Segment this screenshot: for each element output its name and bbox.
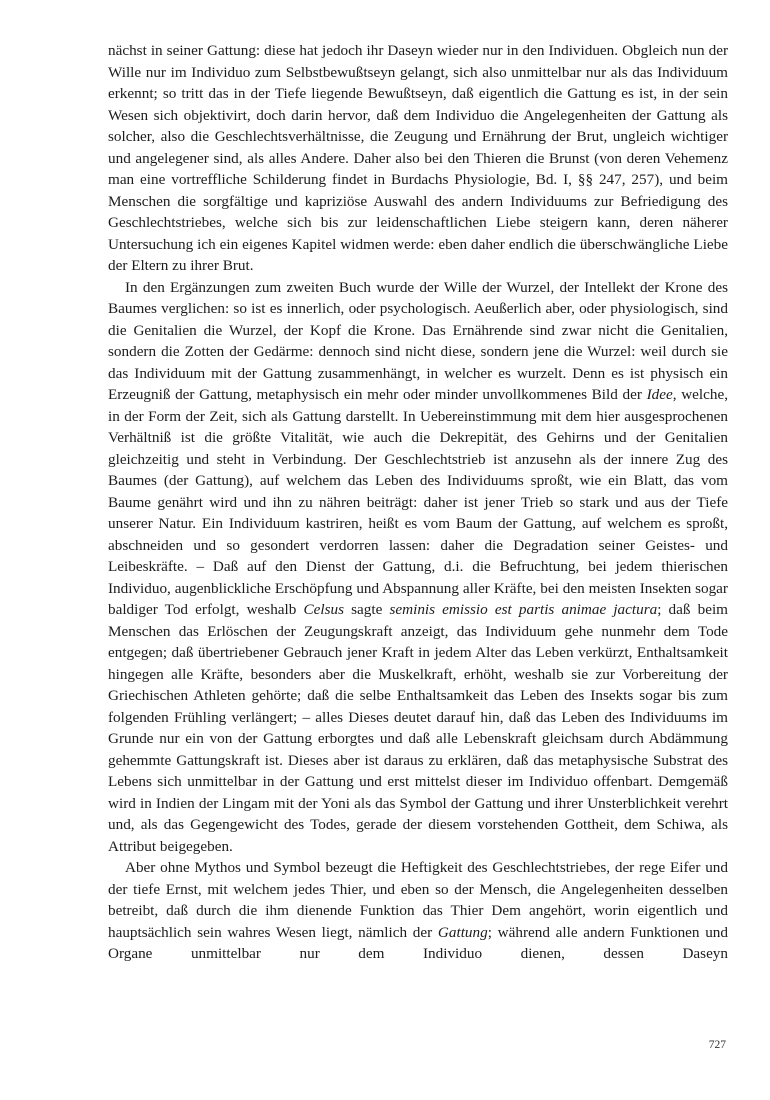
paragraph-2 (108, 277, 728, 858)
paragraph-3 (108, 857, 728, 965)
text-run: In den Ergänzungen zum zweiten Buch wurde der Wille der Wurzel, der Intellekt der Krone des Baumes verglichen: so ist es innerlich, oder psychologisch. Aeußerlich aber, oder physiologisch, sind die Genitalien die Wurzel, der Kopf die Krone. Das Ernährende sind zwar nicht die Genitalien, sondern die Zotten der Gedärme: dennoch sind nicht diese, sondern jene die Wurzel: weil durch sie das Individuum mit der Gattung zusammenhängt, in welcher es wurzelt. Denn es ist physisch ein Erzeugniß der Gattung, metaphysisch ein mehr oder minder unvollkommenes Bild der (108, 278, 728, 403)
text-run: nächst in seiner Gattung: diese hat jedoch ihr Daseyn wieder nur in den Individuen. Obgleich nun der Wille nur im Individuo zum Selbstbewußtseyn gelangt, sich also unmittelbar nur als das Individuum erkennt; so tritt das in der Tiefe liegende Bewußtseyn, daß eigentlich die Gattung es ist, in der sein Wesen sich objektivirt, doch darin hervor, daß dem Individuo die Angelegenheiten der Gattung als solcher, also die Geschlechtsverhältnisse, die Zeugung und Ernährung der Brut, ungleich wichtiger und angelegener sind, als alles Andere. Daher also bei den Thieren die Brunst (von deren Vehemenz man eine vortreffliche Schilderung findet in Burdachs Physiologie, Bd. I, §§ 247, 257), und beim Menschen die sorgfältige und kapriziöse Auswahl des andern Individuums zur Befriedigung des Geschlechtstriebes, welche sich bis zur leidenschaftlichen Liebe steigern kann, deren näherer Untersuchung ich ein eigenes Kapitel widmen werde: eben daher endlich die überschwängliche Liebe der Eltern zu ihrer Brut. (108, 42, 728, 274)
italic-run: Idee (646, 386, 673, 403)
page-number: 727 (708, 1039, 726, 1051)
italic-run: Celsus (303, 601, 344, 618)
text-run: , welche, in der Form der Zeit, sich als Gattung darstellt. In Uebereinstimmung mit dem hier ausgesprochenen Verhältniß ist die größte Vitalität, wie auch die Dekrepität, des Gehirns und der Genitalien gleichzeitig und steht in Verbindung. Der Geschlechtstrieb ist anzusehn als der innere Zug des Baumes (der Gattung), auf welchem das Leben des Individuums sproßt, wie ein Blatt, das vom Baume genährt wird und ihn zu nähren beiträgt: daher ist jener Trieb so stark und aus der Tiefe unserer Natur. Ein Individuum kastriren, heißt es vom Baum der Gattung, auf welchem es sproßt, abschneiden und so gesondert verdorren lassen: daher die Degradation seiner Geistes- und Leibeskräfte. – Daß auf den Dienst der Gattung, d.i. die Befruchtung, bei jedem thierischen Individuo, augenblickliche Erschöpfung und Abspannung aller Kräfte, bei den meisten Insekten sogar baldiger Tod erfolgt, weshalb (108, 386, 728, 618)
text-run: ; während alle andern Funktionen und Organe unmittelbar nur dem Individuo dienen, dessen Daseyn (108, 923, 728, 962)
text-run: ; daß beim Menschen das Erlöschen der Zeugungskraft anzeigt, das Individuum gehe nunmehr dem Tode entgegen; daß übertriebener Gebrauch jener Kraft in jedem Alter das Leben verkürzt, Enthaltsamkeit hingegen alle Kräfte, besonders aber die Muskelkraft, erhöht, weshalb sie zur Vorbereitung der Griechischen Athleten gehörte; daß die selbe Enthaltsamkeit das Leben des Insekts sogar bis zum folgenden Frühling verlängert; – alles Dieses deutet darauf hin, daß das Leben des Individuums im Grunde nur ein von der Gattung erborgtes und daß alle Lebenskraft gleichsam durch Abdämmung gehemmte Gattungskraft ist. Dieses aber ist daraus zu erklären, daß das metaphysische Substrat des Lebens sich unmittelbar in der Gattung und erst mittelst dieser im Individuo offenbart. Demgemäß wird in Indien der Lingam mit der Yoni als das Symbol der Gattung und ihrer Unsterblichkeit verehrt und, als das Gegengewicht des Todes, gerade der diesem vorstehenden Gottheit, dem Schiwa, als Attribut beigegeben. (108, 601, 728, 855)
page-body (108, 40, 728, 965)
italic-run: Gattung (437, 923, 488, 941)
paragraph-1 (108, 40, 728, 277)
text-run: Aber ohne Mythos und Symbol bezeugt die Heftigkeit des Geschlechtstriebes, der rege Eifer und der tiefe Ernst, mit welchem jedes Thier, und eben so der Mensch, die Angelegenheiten desselben betreibt, daß durch die ihm dienende Funktion das Thier Dem angehört, worin eigentlich und hauptsächlich sein wahres Wesen liegt, nämlich der (108, 859, 728, 941)
text-run: sagte (344, 601, 390, 618)
italic-run: seminis emissio est partis animae jactura (389, 601, 658, 618)
